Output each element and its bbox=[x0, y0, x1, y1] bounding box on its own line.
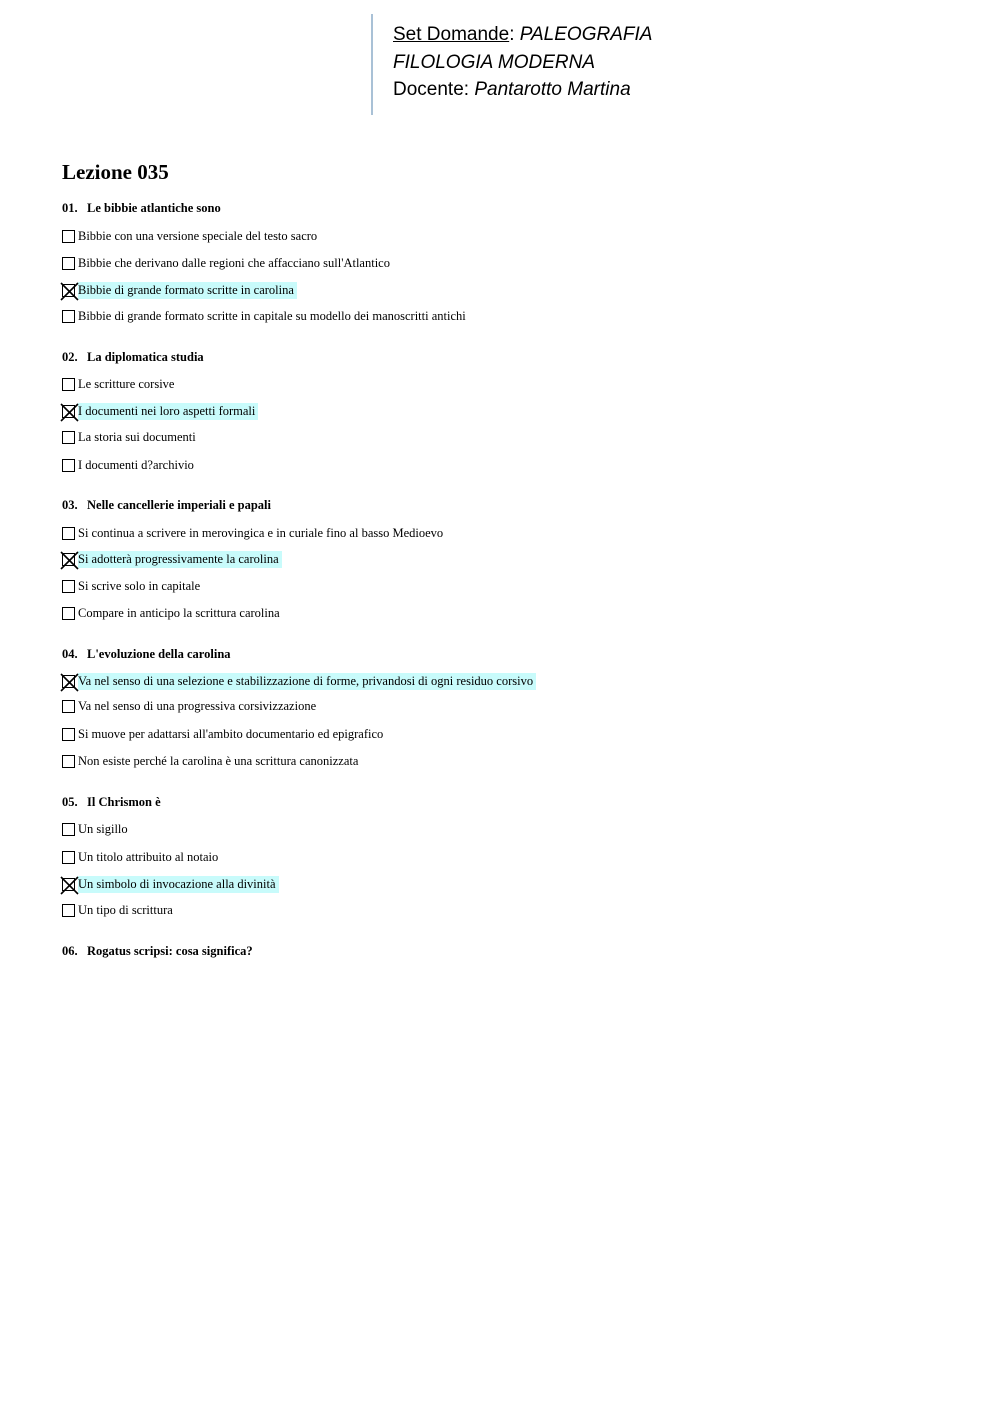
question-text: Rogatus scripsi: cosa significa? bbox=[87, 944, 253, 958]
answer-text: Si continua a scrivere in merovingica e in curiale fino al basso Medioevo bbox=[78, 526, 444, 540]
answer-02-d[interactable] bbox=[62, 457, 197, 474]
answer-text: Bibbie che derivano dalle regioni che affacciano sull'Atlantico bbox=[78, 256, 390, 270]
answer-03-a[interactable] bbox=[62, 525, 446, 542]
set-colon: : bbox=[509, 24, 515, 45]
answer-04-d[interactable] bbox=[62, 753, 361, 770]
question-02 bbox=[62, 350, 204, 365]
question-text: Il Chrismon è bbox=[87, 795, 161, 809]
question-05 bbox=[62, 795, 161, 810]
answer-04-b[interactable] bbox=[62, 698, 319, 715]
checkbox-icon[interactable] bbox=[62, 755, 75, 768]
answer-05-a[interactable] bbox=[62, 821, 131, 838]
teacher-label: Docente: bbox=[393, 79, 470, 100]
checkbox-icon[interactable] bbox=[62, 431, 75, 444]
answer-01-a[interactable] bbox=[62, 228, 320, 245]
answer-05-d[interactable] bbox=[62, 902, 176, 919]
answer-text: Compare in anticipo la scrittura carolina bbox=[78, 606, 280, 620]
document-header bbox=[371, 14, 771, 115]
answer-02-c[interactable] bbox=[62, 429, 199, 446]
checked-checkbox-icon[interactable] bbox=[62, 878, 75, 891]
answer-02-b[interactable] bbox=[62, 403, 258, 420]
answer-text: Bibbie con una versione speciale del testo sacro bbox=[78, 229, 318, 243]
question-number: 03. bbox=[62, 498, 78, 512]
answer-05-b[interactable] bbox=[62, 849, 221, 866]
answer-text: Bibbie di grande formato scritte in carolina bbox=[78, 282, 297, 299]
answer-text: Le scritture corsive bbox=[78, 377, 175, 391]
course-name: FILOLOGIA MODERNA bbox=[393, 51, 595, 73]
checkbox-icon[interactable] bbox=[62, 310, 75, 323]
checkbox-icon[interactable] bbox=[62, 607, 75, 620]
checked-checkbox-icon[interactable] bbox=[62, 284, 75, 297]
checkbox-icon[interactable] bbox=[62, 378, 75, 391]
answer-text: Un tipo di scrittura bbox=[78, 903, 173, 917]
set-line bbox=[393, 21, 771, 49]
answer-text: Un sigillo bbox=[78, 822, 128, 836]
question-number: 02. bbox=[62, 350, 78, 364]
answer-03-c[interactable] bbox=[62, 578, 203, 595]
answer-text: Un titolo attribuito al notaio bbox=[78, 850, 219, 864]
answer-04-a[interactable] bbox=[62, 673, 536, 690]
question-03 bbox=[62, 498, 271, 513]
answer-05-c[interactable] bbox=[62, 876, 279, 893]
answer-text: I documenti nei loro aspetti formali bbox=[78, 403, 258, 420]
question-number: 05. bbox=[62, 795, 78, 809]
answer-04-c[interactable] bbox=[62, 726, 386, 743]
checkbox-icon[interactable] bbox=[62, 904, 75, 917]
checkbox-icon[interactable] bbox=[62, 823, 75, 836]
answer-03-d[interactable] bbox=[62, 605, 283, 622]
question-text: Le bibbie atlantiche sono bbox=[87, 201, 221, 215]
answer-text: Un simbolo di invocazione alla divinità bbox=[78, 876, 279, 893]
checked-checkbox-icon[interactable] bbox=[62, 553, 75, 566]
teacher-line bbox=[393, 76, 771, 104]
checkbox-icon[interactable] bbox=[62, 728, 75, 741]
answer-01-b[interactable] bbox=[62, 255, 393, 272]
checkbox-icon[interactable] bbox=[62, 230, 75, 243]
answer-text: I documenti d?archivio bbox=[78, 458, 194, 472]
question-number: 04. bbox=[62, 647, 78, 661]
set-label: Set Domande bbox=[393, 24, 510, 45]
question-text: Nelle cancellerie imperiali e papali bbox=[87, 498, 271, 512]
checkbox-icon[interactable] bbox=[62, 580, 75, 593]
question-text: La diplomatica studia bbox=[87, 350, 204, 364]
question-text: L'evoluzione della carolina bbox=[87, 647, 231, 661]
checkbox-icon[interactable] bbox=[62, 851, 75, 864]
answer-text: Va nel senso di una progressiva corsivizzazione bbox=[78, 699, 317, 713]
checkbox-icon[interactable] bbox=[62, 700, 75, 713]
question-06 bbox=[62, 944, 253, 959]
checkbox-icon[interactable] bbox=[62, 257, 75, 270]
teacher-name: Pantarotto Martina bbox=[474, 79, 631, 100]
answer-text: La storia sui documenti bbox=[78, 430, 196, 444]
checked-checkbox-icon[interactable] bbox=[62, 675, 75, 688]
question-number: 06. bbox=[62, 944, 78, 958]
answer-01-d[interactable] bbox=[62, 308, 469, 325]
question-number: 01. bbox=[62, 201, 78, 215]
answer-text: Bibbie di grande formato scritte in capitale su modello dei manoscritti antichi bbox=[78, 309, 466, 323]
question-04 bbox=[62, 647, 231, 662]
answer-02-a[interactable] bbox=[62, 376, 177, 393]
lesson-title: Lezione 035 bbox=[62, 160, 169, 184]
answer-text: Si adotterà progressivamente la carolina bbox=[78, 551, 282, 568]
question-01 bbox=[62, 201, 221, 216]
answer-text: Va nel senso di una selezione e stabilizzazione di forme, privandosi di ogni residuo corsivo bbox=[78, 673, 536, 690]
checked-checkbox-icon[interactable] bbox=[62, 405, 75, 418]
checkbox-icon[interactable] bbox=[62, 527, 75, 540]
answer-text: Si scrive solo in capitale bbox=[78, 579, 201, 593]
subject-name: PALEOGRAFIA bbox=[519, 24, 653, 45]
answer-01-c[interactable] bbox=[62, 282, 297, 299]
checkbox-icon[interactable] bbox=[62, 459, 75, 472]
answer-text: Si muove per adattarsi all'ambito documentario ed epigrafico bbox=[78, 727, 384, 741]
answer-03-b[interactable] bbox=[62, 551, 282, 568]
answer-text: Non esiste perché la carolina è una scrittura canonizzata bbox=[78, 754, 359, 768]
